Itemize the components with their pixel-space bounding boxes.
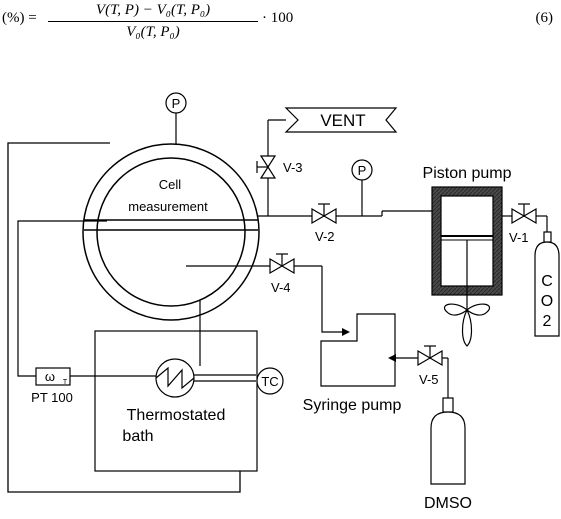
valve-v2-label: V-2 <box>315 229 335 244</box>
equation-lhs: (%) = <box>2 10 37 26</box>
temperature-controller <box>257 368 283 394</box>
valve-v3 <box>257 156 303 178</box>
equation-multiplier: · 100 <box>262 10 294 26</box>
valve-v5 <box>418 346 442 387</box>
pt100-label: PT 100 <box>31 390 73 405</box>
pt100-t-label: T <box>62 379 68 386</box>
pt100-sensor <box>31 368 73 405</box>
pt100-symbol: ω <box>44 369 56 384</box>
valve-v5-label: V-5 <box>419 372 439 387</box>
pressure-gauge-line <box>352 160 372 216</box>
co2-label-2: 2 <box>542 313 552 330</box>
valve-v1 <box>509 204 536 245</box>
syringe-pump-label: Syringe pump <box>302 397 402 414</box>
dmso-label: DMSO <box>424 495 472 512</box>
valve-v4-label: V-4 <box>271 280 291 295</box>
equation-denominator: V₀(T, P₀) <box>126 24 180 40</box>
piston-pump <box>423 165 512 346</box>
valve-v4 <box>270 254 294 295</box>
bath-label-2: bath <box>122 428 154 445</box>
dmso-bottle <box>424 398 472 512</box>
heat-exchanger <box>156 359 194 397</box>
syringe-pump <box>303 314 402 414</box>
vent-arrow <box>286 108 396 132</box>
valve-v2 <box>312 204 336 244</box>
arrow-to-syringe <box>342 328 350 336</box>
thermostated-bath <box>95 331 257 471</box>
equation-number: (6) <box>535 10 553 26</box>
co2-label-o: O <box>540 293 554 310</box>
co2-cylinder <box>535 232 559 336</box>
cell-label-1: Cell <box>158 177 182 192</box>
pressure-gauge-label: P <box>171 96 181 111</box>
pressure-gauge-cell <box>166 93 186 144</box>
pressure-gauge-2-label: P <box>357 163 367 178</box>
co2-label-c: C <box>541 273 553 290</box>
vent-label: VENT <box>320 111 366 130</box>
equation-numerator: V(T, P) − V₀(T, P₀) <box>95 2 211 18</box>
tc-label: TC <box>261 374 279 389</box>
main-co2-line <box>258 211 432 216</box>
valve-v1-label: V-1 <box>509 230 529 245</box>
measurement-cell <box>83 144 259 320</box>
valve-v3-label: V-3 <box>283 160 303 175</box>
cell-label-2: measurement <box>128 199 208 214</box>
bath-label-1: Thermostated <box>126 407 226 424</box>
piston-pump-label: Piston pump <box>422 165 512 182</box>
